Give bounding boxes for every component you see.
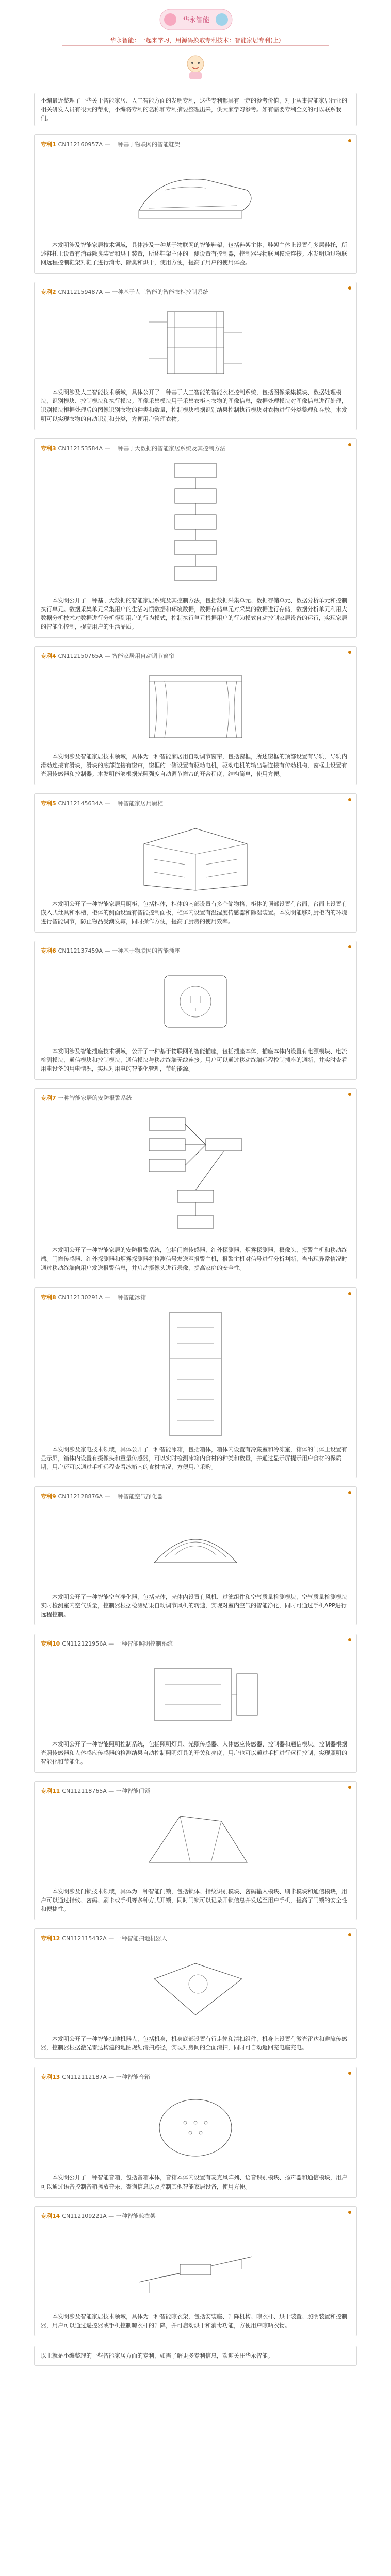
- patent-card: [34, 941, 357, 1080]
- article-subtitle: 华永智能：一起来学习，用源码换取专利技术：智能家居专利(上): [110, 37, 281, 44]
- patent-card: [34, 1928, 357, 2059]
- patent-title-text: CN112118765A — 一种智能门锁: [62, 1788, 150, 1795]
- bullet-dot-icon: [348, 945, 351, 948]
- fridge-figure: [128, 1307, 263, 1441]
- door-lock-figure: [118, 1801, 273, 1883]
- patent-number: 专利10: [41, 1640, 60, 1647]
- bullet-dot-icon: [348, 1933, 351, 1936]
- closing-paragraph: 以上就是小编整理的一些智能家居方面的专利，如需了解更多专利信息，欢迎关注华永智能。: [34, 2346, 357, 2366]
- bullet-dot-icon: [348, 1491, 351, 1494]
- cabinet-figure: [118, 813, 273, 895]
- patent-abstract: 本发明涉及门锁技术领域，具体为一种智能门锁，包括锁体、指纹识别模块、密码输入模块、刷卡模块和通信模块，用户可以通过指纹、密码、刷卡或手机等多种方式开锁，同时门锁可以记录开锁信息并发送至用户手机，提高了门锁的安全性和便捷性。: [41, 1888, 347, 1913]
- patent-card: [34, 282, 357, 430]
- patent-number: 专利12: [41, 1935, 60, 1942]
- patent-number: 专利14: [41, 2212, 60, 2219]
- patent-number: 专利4: [41, 652, 56, 659]
- flowchart-figure: [128, 458, 263, 592]
- lighting-figure: [118, 1653, 273, 1736]
- article-header: [0, 0, 391, 93]
- patent-title-text: CN112130291A — 一种智能冰箱: [58, 1294, 146, 1301]
- patent-abstract: 本发明公开了一种智能家居用厨柜，包括柜体，柜体的内部设置有多个储物格，柜体的顶部设置有台面，台面上设置有嵌入式灶具和水槽，柜体的侧面设置有智能控制面板，柜体内设置有温湿度传感器和除湿装置。本发明能够对厨柜内的环境进行智能调节，防止物品受潮发霉，同时操作方便，提高了厨房的使用效率。: [41, 901, 347, 925]
- patent-card: [34, 793, 357, 933]
- patent-card: [34, 1287, 357, 1478]
- patent-abstract: 本发明涉及智能家居技术领域，具体为一种智能晾衣架，包括安装座、升降机构、晾衣杆、烘干装置、照明装置和控制器，用户可以通过遥控器或手机控制晾衣杆的升降，并可启动烘干和消毒功能，方便用户晾晒衣物。: [41, 2313, 347, 2329]
- curtain-figure: [118, 666, 273, 748]
- patent-abstract: 本发明涉及智能插座技术领域，公开了一种基于物联网的智能插座，包括插座本体，插座本体内设置有电源模块、电流检测模块、通信模块和控制模块，通信模块与移动终端无线连接。用户可以通过移动终端远程控制插座的通断，并实时查看用电设备的用电情况，实现对用电的智能化管理，节约能源。: [41, 1048, 347, 1073]
- patent-title: [41, 799, 350, 808]
- socket-figure: [118, 960, 273, 1043]
- patent-title: [41, 287, 350, 296]
- patent-abstract: 本发明涉及智能家居技术领域，具体为一种智能家居用自动调节窗帘，包括窗框，所述窗框的顶部设置有导轨，导轨内滑动连接有滑块，滑块的底部连接有窗帘，窗框的一侧设置有驱动电机，驱动电机的输出端连接有传动机构，窗框上设置有光照传感器和控制器。本发明能够根据光照强度自动调节窗帘的开合程度，结构简单，使用方便。: [41, 753, 347, 777]
- patent-title-text: CN112160957A — 一种基于物联网的智能鞋架: [58, 141, 181, 148]
- patent-number: 专利6: [41, 947, 56, 955]
- patent-card: [34, 1781, 357, 1920]
- patent-title: [41, 2212, 350, 2221]
- subtitle-underline: [62, 45, 329, 46]
- smart-speaker-figure: [118, 2087, 273, 2169]
- bullet-dot-icon: [348, 2211, 351, 2214]
- wardrobe-figure: [118, 301, 273, 384]
- patent-title: [41, 1639, 350, 1648]
- patent-card: [34, 2067, 357, 2197]
- patent-title-text: CN112112187A — 一种智能音箱: [62, 2074, 150, 2081]
- patent-abstract: 本发明公开了一种智能空气净化器，包括壳体，壳体内设置有风机、过滤组件和空气质量检测模块，空气质量检测模块实时检测室内空气质量，控制器根据检测结果自动调节风机的转速，实现对室内空气的智能净化，同时可通过手机APP进行远程控制。: [41, 1593, 347, 1618]
- patent-title-text: CN112121956A — 一种智能照明控制系统: [62, 1640, 173, 1647]
- patent-abstract: 本发明涉及人工智能技术领域，具体公开了一种基于人工智能的智能衣柜控制系统，包括图像采集模块、数据处理模块、识别模块、控制模块和执行模块。图像采集模块用于采集衣柜内衣物的图像信息，数据处理模块对图像信息进行处理，识别模块根据处理后的图像识别衣物的种类和数量，控制模块根据识别结果控制执行模块对衣物进行分类整理和存放。本发明可以实现衣物的自动识别和分类，方便用户管理衣物。: [41, 389, 347, 422]
- patent-abstract: 本发明公开了一种基于大数据的智能家居系统及其控制方法，包括数据采集单元、数据存储单元、数据分析单元和控制执行单元。数据采集单元采集用户的生活习惯数据和环境数据，数据存储单元对采集的数据进行存储，数据分析单元利用大数据分析技术对数据进行分析得到用户的行为模式，控制执行单元根据用户的行为模式自动控制家居设备的运行，实现家居的智能化控制，提高用户的生活品质。: [41, 597, 347, 630]
- patent-number: 专利11: [41, 1788, 60, 1795]
- patent-card: [34, 1088, 357, 1279]
- patent-title: [41, 140, 350, 149]
- patent-title: [41, 1787, 350, 1795]
- bullet-dot-icon: [348, 139, 351, 142]
- brand-logo: [150, 5, 242, 34]
- patent-abstract: 本发明公开了一种智能音箱，包括音箱本体，音箱本体内设置有麦克风阵列、语音识别模块、扬声器和通信模块，用户可以通过语音控制音箱播放音乐、查询信息以及控制其他智能家居设备，使用方便。: [41, 2174, 347, 2190]
- patent-title-text: CN112145634A — 一种智能家居用厨柜: [58, 800, 164, 807]
- intro-paragraph: 小编最近整理了一些关于智能家居、人工智能方面的发明专利，这些专利都具有一定的参考价值，对于从事智能家居行业的相关研发人员有很大的帮助，小编将专利的名称和专利摘要整理出来，供大家学习参考。如有需要专利全文的可以联系我们。: [34, 93, 357, 126]
- decorative-character-icon: [181, 52, 210, 81]
- patent-title: [41, 1293, 350, 1302]
- patent-title-text: CN112159487A — 一种基于人工智能的智能衣柜控制系统: [58, 289, 209, 296]
- bullet-dot-icon: [348, 1093, 351, 1096]
- bullet-dot-icon: [348, 1638, 351, 1641]
- bullet-dot-icon: [348, 798, 351, 801]
- patent-abstract: 本发明涉及家电技术领域，具体公开了一种智能冰箱，包括箱体，箱体内设置有冷藏室和冷冻室，箱体的门体上设置有显示屏，箱体内设置有摄像头和重量传感器，可以实时检测冰箱内食材的种类和数量，并通过显示屏提示用户食材的保质期，用户还可以通过手机远程查看冰箱内的食材情况，方便用户采购。: [41, 1446, 347, 1470]
- patent-number: 专利9: [41, 1493, 56, 1500]
- patent-number: 专利8: [41, 1294, 56, 1301]
- security-flowchart-figure: [128, 1108, 263, 1242]
- patent-number: 专利13: [41, 2074, 60, 2081]
- patent-title: [41, 1934, 350, 1943]
- patent-number: 专利3: [41, 445, 56, 452]
- bullet-dot-icon: [348, 1292, 351, 1295]
- patent-card: [34, 1634, 357, 1773]
- patent-card: [34, 438, 357, 638]
- patent-title-text: CN112115432A — 一种智能扫地机器人: [62, 1935, 167, 1942]
- patent-title: [41, 444, 350, 453]
- patent-title-text: CN112150765A — 智能家居用自动调节窗帘: [58, 652, 175, 659]
- patent-title-text: CN112153584A — 一种基于大数据的智能家居系统及其控制方法: [58, 445, 226, 452]
- air-purifier-figure: [118, 1506, 273, 1588]
- patent-card: [34, 646, 357, 785]
- bullet-dot-icon: [348, 651, 351, 654]
- patent-abstract: 本发明公开了一种智能照明控制系统，包括照明灯具、光照传感器、人体感应传感器、控制器和通信模块。控制器根据光照传感器和人体感应传感器的检测结果自动控制照明灯具的开关和亮度，用户也可以通过手机进行远程控制，实现照明的智能化和节能化。: [41, 1740, 347, 1766]
- bullet-dot-icon: [348, 1786, 351, 1789]
- patent-title-text: 一种智能家居的安防报警系统: [58, 1095, 132, 1102]
- svg-text:华永智能: 华永智能: [182, 16, 210, 24]
- patent-title-text: CN112109221A — 一种智能晾衣架: [62, 2212, 156, 2219]
- patent-title-text: CN112128876A — 一种智能空气净化器: [58, 1493, 164, 1500]
- bullet-dot-icon: [348, 443, 351, 446]
- patent-title: [41, 2073, 350, 2081]
- patent-abstract: 本发明公开了一种智能扫地机器人，包括机身，机身底部设置有行走轮和清扫组件，机身上设置有激光雷达和避障传感器，控制器根据激光雷达构建的地图规划清扫路径，实现对房间的全面清扫，同时可自动返回充电座充电。: [41, 2036, 347, 2052]
- patent-number: 专利7: [41, 1095, 56, 1102]
- patent-number: 专利1: [41, 141, 56, 148]
- robot-vacuum-figure: [118, 1948, 273, 2030]
- bullet-dot-icon: [348, 2072, 351, 2075]
- patent-title-text: CN112137459A — 一种基于物联网的智能插座: [58, 947, 181, 955]
- shoe-rack-figure: [118, 154, 273, 236]
- patent-card: [34, 2206, 357, 2336]
- patent-number: 专利5: [41, 800, 56, 807]
- patent-title: [41, 946, 350, 955]
- patent-number: 专利2: [41, 289, 56, 296]
- patent-title: [41, 1492, 350, 1501]
- patent-card: [34, 1486, 357, 1625]
- patent-card: [34, 134, 357, 274]
- patent-title: [41, 652, 350, 660]
- patent-abstract: 本发明公开了一种智能家居的安防报警系统，包括门窗传感器、红外探测器、烟雾探测器、摄像头、报警主机和移动终端。门窗传感器、红外探测器和烟雾探测器将检测信号发送至报警主机，报警主机对信号进行分析判断，当出现异常情况时通过移动终端向用户发送报警信息，并启动摄像头进行录像，提高家庭的安全性。: [41, 1247, 347, 1272]
- patent-title: [41, 1094, 350, 1103]
- bullet-dot-icon: [348, 286, 351, 290]
- clothes-rack-figure: [118, 2226, 273, 2308]
- patent-abstract: 本发明涉及智能家居技术领域，具体涉及一种基于物联网的智能鞋架，包括鞋架主体，鞋架主体上设置有多层鞋托，所述鞋托上设置有消毒除臭装置和烘干装置，所述鞋架主体的一侧设置有控制器，控制器与物联网模块连接。本发明通过物联网远程控制鞋架对鞋子进行消毒、除臭和烘干，使用方便，提高了用户的使用体验。: [41, 242, 347, 266]
